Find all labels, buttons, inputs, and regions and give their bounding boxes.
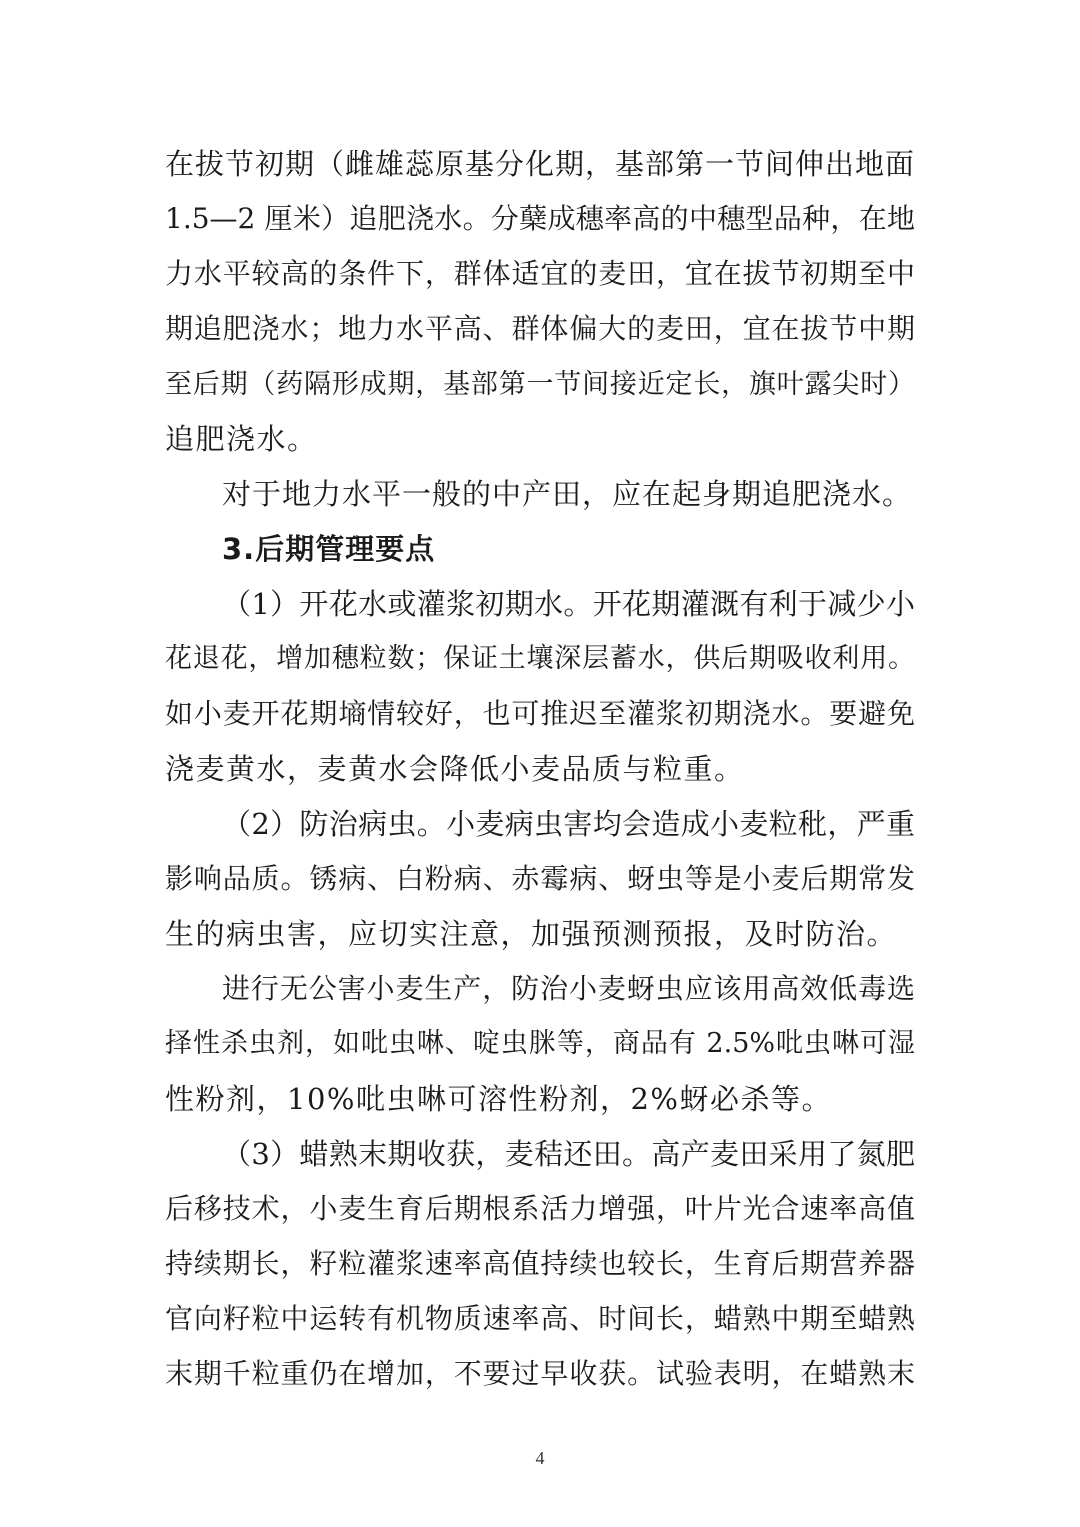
text-line: 官向籽粒中运转有机物质速率高、时间长，蜡熟中期至蜡熟 [165, 1302, 915, 1335]
text-line: 生的病虫害，应切实注意，加强预测预报，及时防治。 [165, 917, 898, 951]
text-line: 浇麦黄水，麦黄水会降低小麦品质与粒重。 [165, 752, 745, 786]
text-line: 持续期长，籽粒灌浆速率高值持续也较长，生育后期营养器 [165, 1247, 915, 1280]
text-line: 1.5—2 厘米）追肥浇水。分蘖成穗率高的中穗型品种，在地 [165, 202, 915, 235]
text-line: 至后期（药隔形成期，基部第一节间接近定长，旗叶露尖时） [165, 369, 915, 400]
text-line: 对于地力水平一般的中产田，应在起身期追肥浇水。 [222, 477, 913, 511]
text-line: 在拔节初期（雌雄蕊原基分化期，基部第一节间伸出地面 [165, 147, 916, 181]
text-line: 性粉剂，10%吡虫啉可溶性粉剂，2%蚜必杀等。 [165, 1082, 832, 1116]
page-number: 4 [535, 1448, 545, 1468]
text-line: 追肥浇水。 [165, 422, 318, 456]
section-heading: 3.后期管理要点 [222, 532, 436, 566]
text-line: （3）蜡熟末期收获，麦秸还田。高产麦田采用了氮肥 [222, 1137, 915, 1171]
text-line: 末期千粒重仍在增加，不要过早收获。试验表明，在蜡熟末 [165, 1357, 915, 1390]
text-line: 影响品质。锈病、白粉病、赤霉病、蚜虫等是小麦后期常发 [165, 862, 915, 895]
text-line: 后移技术，小麦生育后期根系活力增强，叶片光合速率高值 [165, 1192, 915, 1225]
text-line: 期追肥浇水；地力水平高、群体偏大的麦田，宜在拔节中期 [165, 312, 915, 345]
text-line: （2）防治病虫。小麦病虫害均会造成小麦粒秕，严重 [222, 807, 915, 841]
text-line: （1）开花水或灌浆初期水。开花期灌溉有利于减少小 [222, 587, 915, 621]
text-line: 如小麦开花期墒情较好，也可推迟至灌浆初期浇水。要避免 [165, 697, 915, 730]
text-line: 花退花，增加穗粒数；保证土壤深层蓄水，供后期吸收利用。 [165, 643, 915, 674]
text-line: 力水平较高的条件下，群体适宜的麦田，宜在拔节初期至中 [165, 257, 915, 290]
text-line: 择性杀虫剂，如吡虫啉、啶虫脒等，商品有 2.5%吡虫啉可湿 [165, 1028, 915, 1059]
text-line: 进行无公害小麦生产，防治小麦蚜虫应该用高效低毒选 [222, 972, 915, 1005]
